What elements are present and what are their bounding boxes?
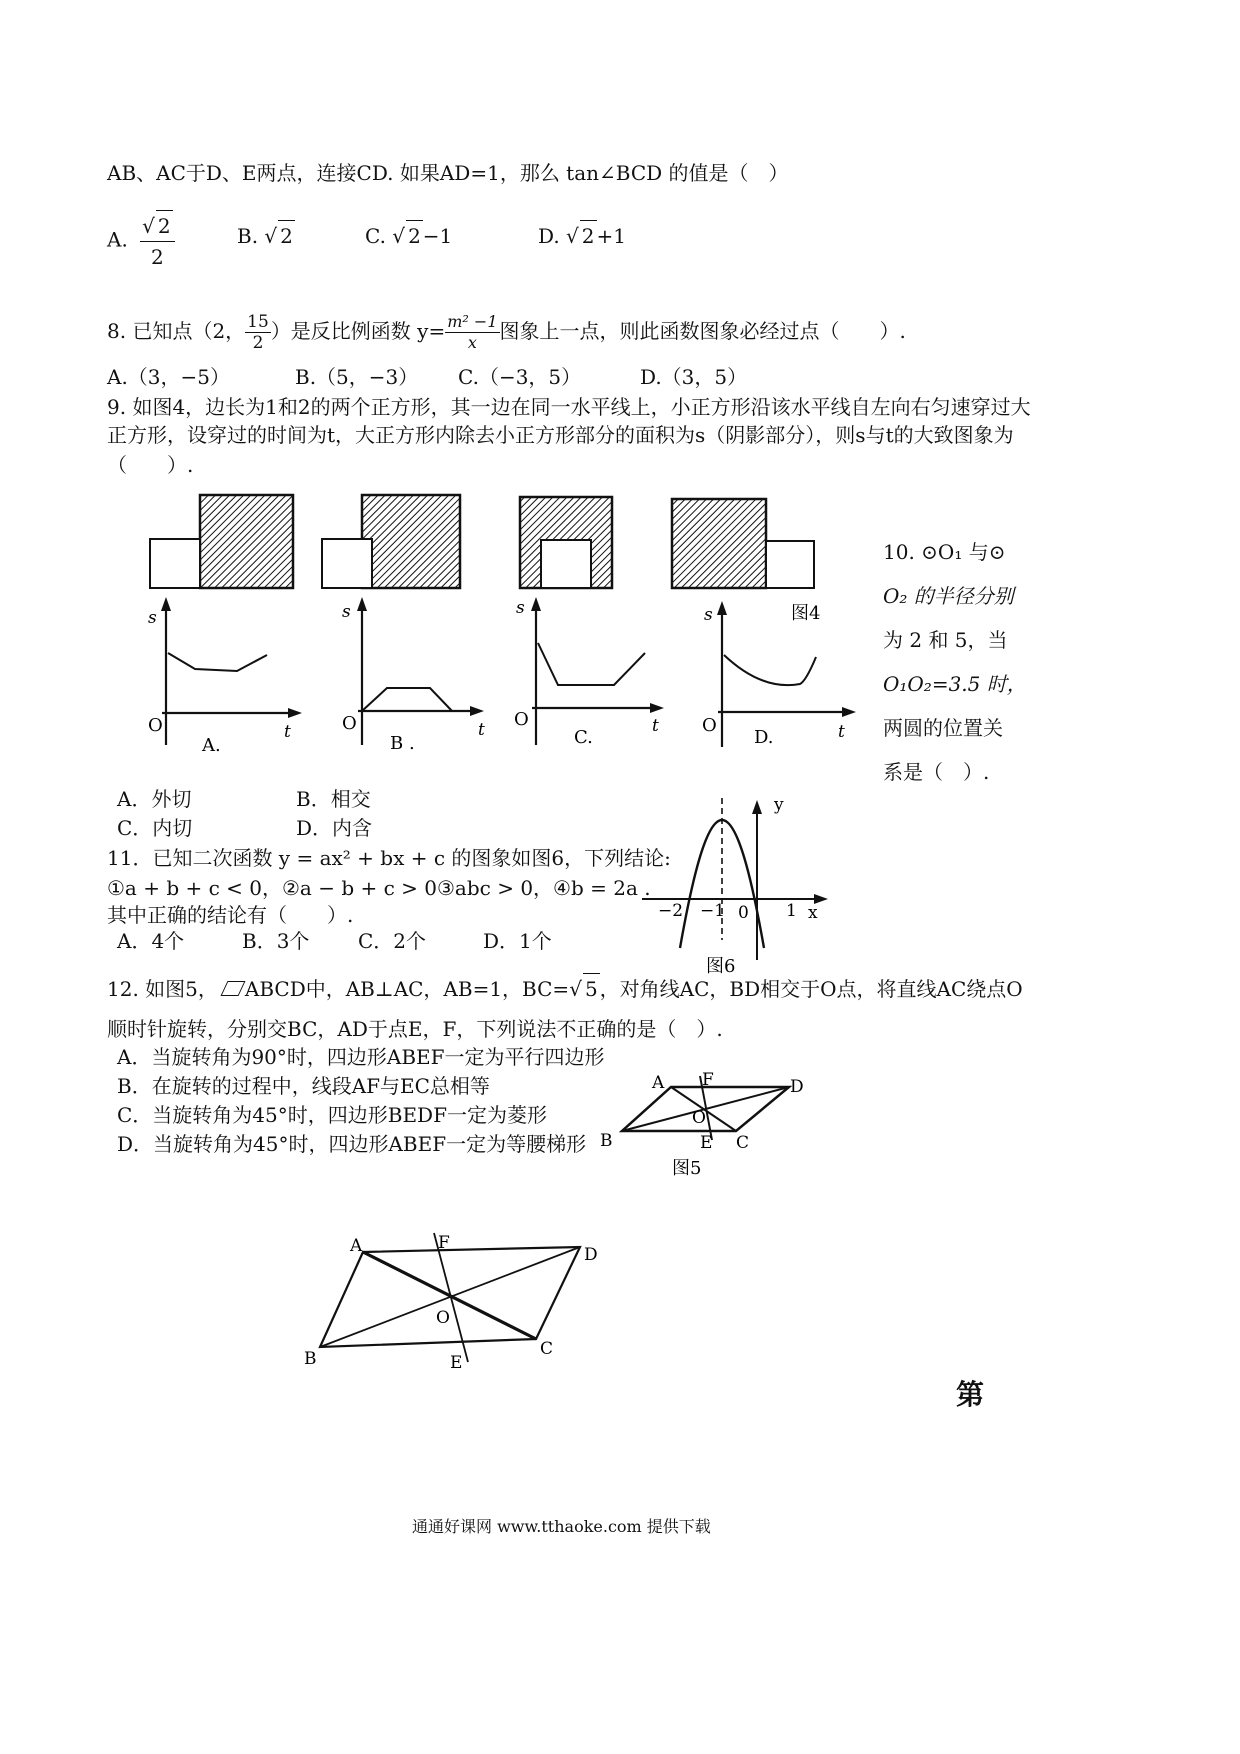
q9-line1: 9. 如图4，边长为1和2的两个正方形，其一边在同一水平线上，小正方形沿该水平线自左向右匀速穿过大: [107, 395, 1031, 419]
graph-a: [148, 597, 302, 756]
big-square-1: [200, 495, 293, 588]
small-square-2: [322, 539, 372, 588]
fig5-point-a: A: [652, 1073, 665, 1093]
figure-5: [596, 1068, 816, 1180]
figure-4: [140, 485, 860, 765]
big-fig-point-e: E: [450, 1353, 463, 1373]
graph-a-t-label: t: [284, 722, 291, 742]
small-square-1: [150, 539, 200, 588]
q7-choice-d: D. √ 2 +1: [538, 220, 626, 251]
fig6-tick-1: 1: [786, 901, 797, 921]
graph-d-label: D.: [754, 727, 774, 748]
q11-choice-d: D．1个: [483, 929, 552, 953]
graph-b-origin: O: [342, 713, 357, 734]
q11-choice-a: A．4个: [117, 929, 185, 953]
fig5-point-c: C: [736, 1133, 750, 1153]
q7-choice-a: A. $\frac{√ 2}{2}$: [107, 210, 175, 272]
q12-choice-d: D．当旋转角为45°时，四边形ABEF一定为等腰梯形: [117, 1132, 587, 1156]
q10-choice-c: C．内切: [117, 816, 193, 840]
fig5-point-e: E: [700, 1133, 713, 1153]
q8-choice-a: A.（3，−5）: [107, 365, 231, 389]
graph-c-s-label: s: [516, 598, 525, 618]
figure-6: [630, 790, 850, 980]
footer-source: 通通好课网 www.tthaoke.com 提供下载: [412, 1517, 711, 1536]
fig6-y-label: y: [774, 795, 784, 815]
q12-line2: 顺时针旋转，分别交BC，AD于点E，F，下列说法不正确的是（ ）.: [107, 1017, 723, 1041]
graph-a-origin: O: [148, 715, 163, 736]
big-fig-point-c: C: [540, 1339, 554, 1359]
graph-a-label: A.: [202, 735, 221, 756]
graph-d-origin: O: [702, 715, 717, 736]
fig5-point-f: F: [702, 1070, 714, 1090]
graph-d-t-label: t: [838, 722, 845, 742]
q10-text: 10. ⊙O₁ 与⊙ O₂ 的半径分别 为 2 和 5，当 O₁O₂=3.5 时， 两圆的位置关 系是（ ）.: [883, 540, 1027, 784]
q12-choice-b: B．在旋转的过程中，线段AF与EC总相等: [117, 1074, 490, 1098]
fig6-tick-0: 0: [738, 903, 749, 923]
graph-c-label: C.: [574, 727, 593, 748]
q12-choice-c: C．当旋转角为45°时，四边形BEDF一定为菱形: [117, 1103, 547, 1127]
graph-d-s-label: s: [704, 605, 713, 625]
graph-c-origin: O: [514, 709, 529, 730]
graph-b: [342, 597, 485, 754]
big-fig-point-d: D: [584, 1245, 598, 1265]
small-square-4: [766, 541, 814, 588]
fig5-caption: 图5: [672, 1158, 702, 1179]
big-fig-point-a: A: [350, 1236, 363, 1256]
q11-line1: 11．已知二次函数 y = ax² + bx + c 的图象如图6，下列结论:: [107, 846, 671, 870]
q12-choice-a: A．当旋转角为90°时，四边形ABEF一定为平行四边形: [117, 1045, 605, 1069]
q8-stem: 8. 已知点（2， $\frac{15}{2}$ ）是反比例函数 y= $\frac{\text{m² −1}}{x}$ 图象上一点，则此函数图象必经过点（ ）.: [107, 312, 906, 353]
corner-character: 第: [956, 1378, 985, 1411]
figure-4-caption: 图4: [791, 603, 821, 624]
fig6-tick-neg2: −2: [658, 901, 684, 921]
big-square-2: [362, 495, 460, 588]
q11-choice-c: C．2个: [358, 929, 427, 953]
big-fig-point-b: B: [304, 1349, 317, 1369]
figure-5-enlarged: [296, 1228, 626, 1388]
q9-line3: （ ）.: [107, 453, 194, 477]
graph-b-label: B .: [390, 733, 415, 754]
big-fig-point-o: O: [436, 1308, 450, 1328]
graph-d: [702, 601, 856, 748]
fig6-caption: 图6: [706, 956, 736, 977]
fig5-point-b: B: [600, 1131, 613, 1151]
q9-line2: 正方形，设穿过的时间为t，大正方形内除去小正方形部分的面积为s（阴影部分），则s与t的大致图象为: [107, 423, 1014, 447]
q11-choice-b: B．3个: [242, 929, 310, 953]
parallelogram-symbol-icon: [220, 981, 245, 996]
q7-choice-b: B. √ 2: [237, 220, 295, 251]
big-square-4: [672, 499, 766, 588]
graph-a-s-label: s: [148, 608, 157, 628]
graph-c-t-label: t: [652, 716, 659, 736]
q10-choice-b: B．相交: [296, 787, 371, 811]
fig5-point-o: O: [692, 1108, 706, 1128]
q12-line1: 12. 如图5， ABCD中，AB⊥AC，AB=1，BC=√ 5 ，对角线AC，BD相交于O点，将直线AC绕点O: [107, 973, 1023, 1004]
q11-line2: ①a + b + c < 0，②a − b + c > 0③abc > 0，④b = 2a .: [107, 876, 651, 900]
q8-choice-d: D.（3，5）: [640, 365, 748, 389]
graph-b-s-label: s: [342, 602, 351, 622]
big-fig-point-f: F: [438, 1233, 450, 1253]
q11-line3: 其中正确的结论有（ ）.: [107, 903, 354, 927]
fig6-x-label: x: [808, 903, 818, 923]
graph-b-t-label: t: [478, 720, 485, 740]
q7-choice-c: C. √ 2 −1: [365, 220, 452, 251]
fig6-tick-neg1: −1: [700, 901, 726, 921]
q8-choice-b: B.（5，−3）: [295, 365, 419, 389]
fig5-point-d: D: [790, 1077, 804, 1097]
graph-c: [514, 597, 664, 748]
small-square-3: [541, 540, 591, 588]
q7-stem: AB、AC于D、E两点，连接CD. 如果AD=1，那么 tan∠BCD 的值是（ ）: [107, 161, 789, 185]
q10-choice-d: D．内含: [296, 816, 373, 840]
q10-choice-a: A．外切: [117, 787, 192, 811]
q8-choice-c: C.（−3，5）: [458, 365, 582, 389]
